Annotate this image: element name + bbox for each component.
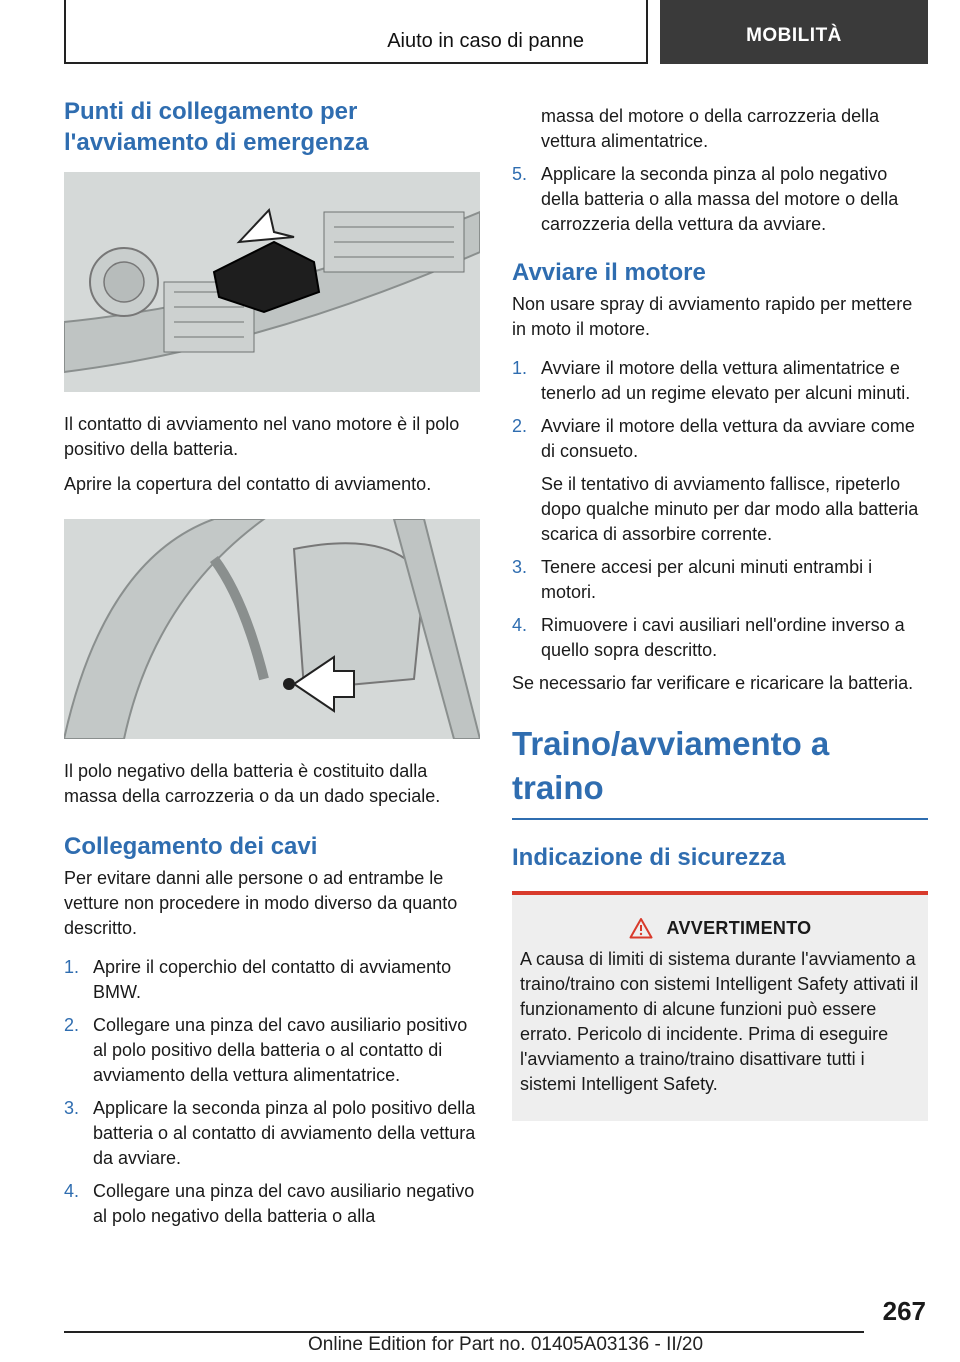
footer-divider bbox=[64, 1331, 864, 1333]
text-positive-pole: Il contatto di avviamento nel vano motore è il polo positivo della batteria. bbox=[64, 414, 460, 459]
figure-start-terminal bbox=[64, 172, 480, 392]
heading-safety-note: Indicazione di sicurezza bbox=[512, 844, 786, 871]
text-step4-continued: massa del motore o della carrozzeria della vettura alimentatrice. bbox=[541, 106, 880, 151]
list-item: 5. Applicare la seconda pinza al polo negativo della batteria o alla massa del motore o della carrozzeria della vettura da avviare. bbox=[512, 164, 899, 234]
text-open-cover: Aprire la copertura del contatto di avviamento. bbox=[64, 474, 432, 494]
page-header bbox=[64, 0, 928, 64]
warning-text: A causa di limiti di sistema durante l'avviamento a traino/traino con sistemi Intelligent Safety attivati il funzionamento di alcune funzioni può essere errato. Pericolo di incidente. Prima di eseguire l'avviamento a traino/traino disattivare tutti i sistemi Intelligent Safety. bbox=[520, 949, 919, 1094]
cable-steps-list bbox=[64, 955, 480, 1229]
list-item: 4. Rimuovere i cavi ausiliari nell'ordine inverso a quello sopra descritto. bbox=[512, 615, 905, 660]
header-chapter-tab: MOBILITÀ bbox=[660, 0, 928, 64]
engine-bay-illustration-2 bbox=[64, 519, 480, 739]
list-item: 2. Avviare il motore della vettura da avviare come di consueto. Se il tentativo di avviamento fallisce, ripeterlo dopo qualche minuto per dar modo alla batteria scarica di assorbire corrente. bbox=[512, 416, 919, 544]
figure-ground-point bbox=[64, 519, 480, 739]
text-cable-intro: Per evitare danni alle persone o ad entrambe le vetture non procedere in modo diverso da quanto descritto. bbox=[64, 868, 458, 938]
list-item: 3. Applicare la seconda pinza al polo positivo della batteria o al contatto di avviamento della vettura da avviare. bbox=[64, 1098, 476, 1168]
start-steps-list bbox=[512, 356, 928, 663]
engine-bay-illustration-1 bbox=[64, 172, 480, 392]
list-item: 3. Tenere accesi per alcuni minuti entrambi i motori. bbox=[512, 557, 873, 602]
text-negative-pole: Il polo negativo della batteria è costituito dalla massa della carrozzeria o da un dado speciale. bbox=[64, 761, 441, 806]
list-item: 4. Collegare una pinza del cavo ausiliario negativo al polo negativo della batteria o alla bbox=[64, 1181, 475, 1226]
cable-steps-list-continued bbox=[512, 162, 928, 237]
header-section-title: Aiuto in caso di panne bbox=[387, 30, 584, 52]
right-column bbox=[512, 104, 928, 1121]
heading-cable-connection: Collegamento dei cavi bbox=[64, 833, 318, 860]
heading-towing: Traino/avviamento a traino bbox=[512, 722, 928, 820]
text-check-battery: Se necessario far verificare e ricaricare la batteria. bbox=[512, 673, 914, 693]
warning-triangle-icon bbox=[629, 917, 653, 939]
warning-title-row bbox=[520, 917, 920, 939]
list-item: 1. Aprire il coperchio del contatto di avviamento BMW. bbox=[64, 957, 452, 1002]
list-item: 1. Avviare il motore della vettura alimentatrice e tenerlo ad un regime elevato per alcuni minuti. bbox=[512, 358, 911, 403]
footer-edition-note: Online Edition for Part no. 01405A03136 - II/20 bbox=[308, 1334, 704, 1355]
left-column bbox=[64, 96, 480, 1237]
text-no-spray: Non usare spray di avviamento rapido per mettere in moto il motore. bbox=[512, 294, 913, 339]
heading-start-engine: Avviare il motore bbox=[512, 259, 706, 286]
warning-title: AVVERTIMENTO bbox=[666, 917, 812, 938]
page-number: 267 bbox=[882, 1296, 926, 1326]
list-item: 2. Collegare una pinza del cavo ausiliario positivo al polo positivo della batteria o al contatto di avviamento della vettura alimentatrice. bbox=[64, 1015, 468, 1085]
heading-connection-points: Punti di collegamento per l'avviamento di emergenza bbox=[64, 98, 369, 156]
warning-box bbox=[512, 891, 928, 1121]
